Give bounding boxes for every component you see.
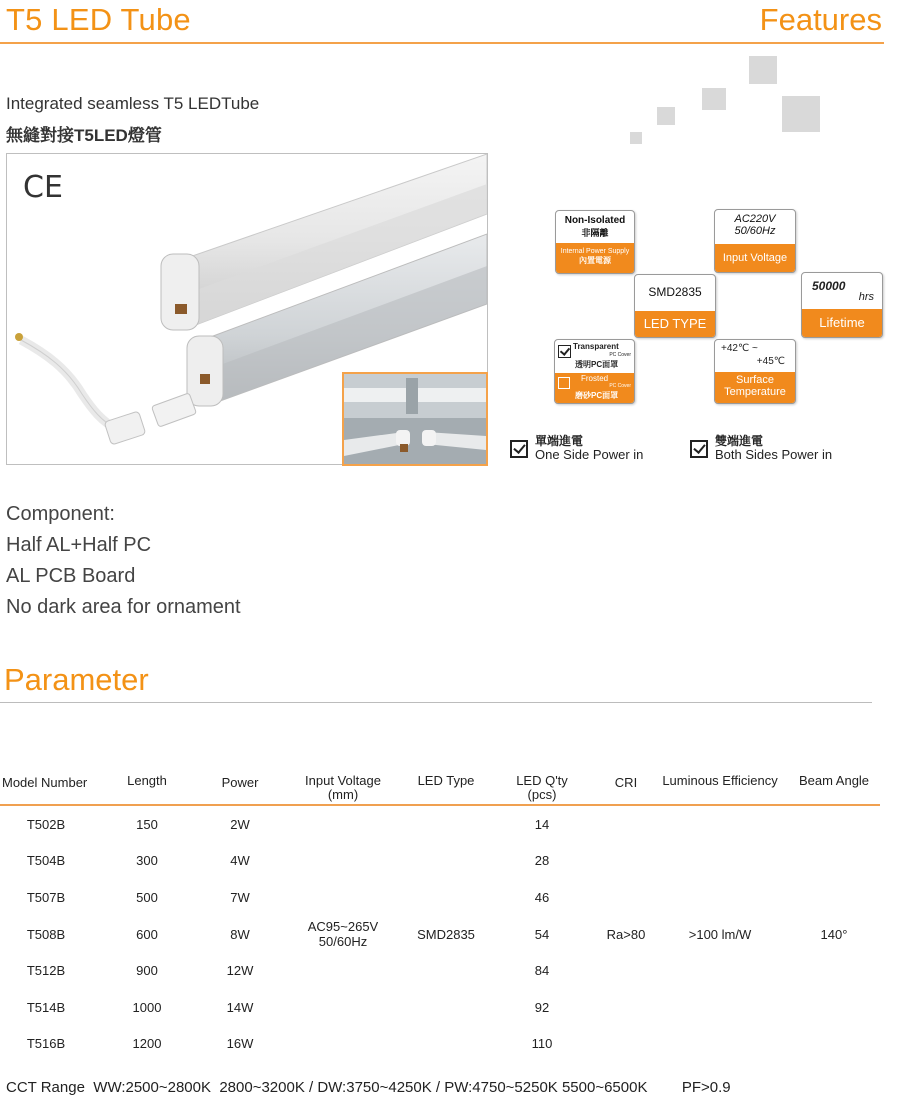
- power-factor: PF>0.9: [681, 1079, 731, 1096]
- check-icon: [558, 377, 570, 389]
- check-icon: [558, 345, 571, 358]
- cell-power: 16W: [226, 1036, 254, 1052]
- cell-qty: 92: [534, 999, 550, 1015]
- cell-length: 600: [136, 926, 158, 942]
- power-in-one-side-zh: 單端進電: [535, 434, 584, 448]
- col-cri: CRI: [614, 775, 638, 790]
- checkbox-checked-icon: [510, 440, 528, 458]
- checkbox-checked-icon: [690, 440, 708, 458]
- feature-voltage-label: Input Voltage: [715, 244, 795, 272]
- feature-voltage-line2: 50/60Hz: [734, 225, 776, 237]
- component-heading: Component:: [6, 503, 115, 525]
- section-title-features: Features: [759, 2, 882, 37]
- cell-length: 900: [136, 963, 158, 979]
- cell-model: T507B: [26, 889, 66, 905]
- cell-power: 12W: [226, 963, 254, 979]
- cell-length: 150: [136, 816, 158, 832]
- table-header-row: [0, 772, 880, 805]
- cover-frosted-zh: 磨砂PC面罩: [575, 391, 619, 400]
- cell-cri: Ra>80: [606, 926, 646, 942]
- page-title: T5 LED Tube: [6, 2, 191, 37]
- col-input-voltage-label: Input Voltage: [305, 773, 381, 788]
- decor-square: [657, 107, 675, 125]
- feature-lifetime: [801, 272, 883, 338]
- decor-square: [782, 96, 820, 132]
- col-led-type: LED Type: [417, 773, 475, 788]
- feature-isolation-en: Non-Isolated: [564, 215, 626, 226]
- cell-voltage-line1: AC95~265V: [307, 919, 379, 935]
- cell-qty: 54: [534, 926, 550, 942]
- cell-efficiency: >100 lm/W: [688, 926, 752, 942]
- cell-power: 7W: [230, 889, 250, 905]
- cell-qty: 28: [534, 853, 550, 869]
- product-name-en: Integrated seamless T5 LEDTube: [6, 94, 260, 113]
- cell-model: T508B: [26, 926, 66, 942]
- feature-voltage-line1: AC220V: [734, 213, 776, 225]
- decor-square: [630, 132, 642, 144]
- cell-voltage-line2: 50/60Hz: [318, 934, 368, 950]
- parameter-divider: [0, 702, 872, 703]
- component-item: Half AL+Half PC: [6, 534, 152, 556]
- feature-lifetime-label: Lifetime: [802, 309, 882, 337]
- temperature-line2: +45℃: [756, 356, 785, 367]
- cell-power: 14W: [226, 999, 254, 1015]
- cell-qty: 46: [534, 889, 550, 905]
- cell-length: 1000: [132, 999, 162, 1015]
- feature-cover-type: [554, 339, 635, 404]
- component-item: AL PCB Board: [6, 565, 136, 587]
- col-luminous-efficiency: Luminous Efficiency: [662, 773, 778, 788]
- feature-temperature: [714, 339, 796, 404]
- cell-model: T512B: [26, 963, 66, 979]
- cell-length: 500: [136, 889, 158, 905]
- col-led-qty: [484, 772, 600, 805]
- feature-isolation: [555, 210, 635, 274]
- col-model: Model Number: [2, 775, 88, 790]
- header-divider: [0, 42, 884, 44]
- feature-isolation-zh: 非隔離: [581, 228, 609, 238]
- cell-model: T504B: [26, 853, 66, 869]
- col-power: Power: [221, 775, 259, 790]
- cover-transparent-zh: 透明PC面罩: [575, 360, 619, 369]
- power-in-both-sides-zh: 雙端進電: [715, 434, 764, 448]
- feature-lifetime-value: 50000: [812, 279, 846, 293]
- power-in-both-sides-en: Both Sides Power in: [715, 447, 833, 462]
- col-length: Length: [127, 773, 167, 788]
- power-in-one-side-en: One Side Power in: [535, 447, 644, 462]
- cell-qty: 14: [534, 816, 550, 832]
- cover-frosted-en: Frosted: [581, 374, 609, 383]
- component-item: No dark area for ornament: [6, 596, 241, 618]
- col-beam-angle: Beam Angle: [798, 773, 870, 788]
- parameter-table: [0, 772, 880, 1062]
- cell-qty: 84: [534, 963, 550, 979]
- cell-length: 300: [136, 853, 158, 869]
- feature-isolation-bottom-en: Internal Power Supply: [560, 248, 630, 255]
- feature-input-voltage: [714, 209, 796, 273]
- cell-model: T516B: [26, 1036, 66, 1052]
- cct-label: CCT Range: [6, 1079, 85, 1096]
- product-name-zh: 無縫對接T5LED燈管: [6, 126, 162, 145]
- cct-range: [6, 1079, 731, 1096]
- ce-mark: CE: [23, 170, 63, 205]
- col-input-voltage: [278, 772, 408, 805]
- table-row: [0, 805, 880, 843]
- cell-input-voltage: [278, 805, 408, 1062]
- cover-transparent-en: Transparent: [573, 342, 619, 351]
- decor-square: [702, 88, 726, 110]
- cell-qty: 110: [531, 1036, 553, 1052]
- cell-model: T514B: [26, 999, 66, 1015]
- col-led-qty-unit: (pcs): [527, 787, 557, 802]
- temperature-label2: Temperature: [724, 386, 786, 398]
- feature-lifetime-unit: hrs: [858, 291, 874, 303]
- decor-square: [749, 56, 777, 84]
- feature-led-type: [634, 274, 716, 338]
- col-input-voltage-unit: (mm): [327, 787, 359, 802]
- cell-power: 8W: [230, 926, 250, 942]
- cct-values: WW:2500~2800K 2800~3200K / DW:3750~4250K / PW:4750~5250K 5500~6500K: [93, 1079, 648, 1096]
- cell-model: T502B: [26, 816, 66, 832]
- cover-frosted-sub: PC Cover: [609, 383, 631, 389]
- cell-power: 2W: [230, 816, 250, 832]
- cell-length: 1200: [132, 1036, 162, 1052]
- feature-isolation-bottom-zh: 內置電源: [579, 256, 611, 265]
- installation-inset-photo: [342, 372, 488, 466]
- cell-beam-angle: 140°: [820, 926, 848, 942]
- feature-led-type-label: LED TYPE: [635, 311, 715, 337]
- col-led-qty-label: LED Q'ty: [516, 773, 568, 788]
- temperature-line1: +42℃ ~: [721, 343, 758, 354]
- parameter-title: Parameter: [4, 662, 149, 697]
- cover-transparent-sub: PC Cover: [609, 352, 631, 358]
- feature-led-type-value: SMD2835: [648, 285, 702, 299]
- cell-power: 4W: [230, 853, 250, 869]
- temperature-label1: Surface: [736, 374, 774, 386]
- cell-led-type: SMD2835: [417, 926, 475, 942]
